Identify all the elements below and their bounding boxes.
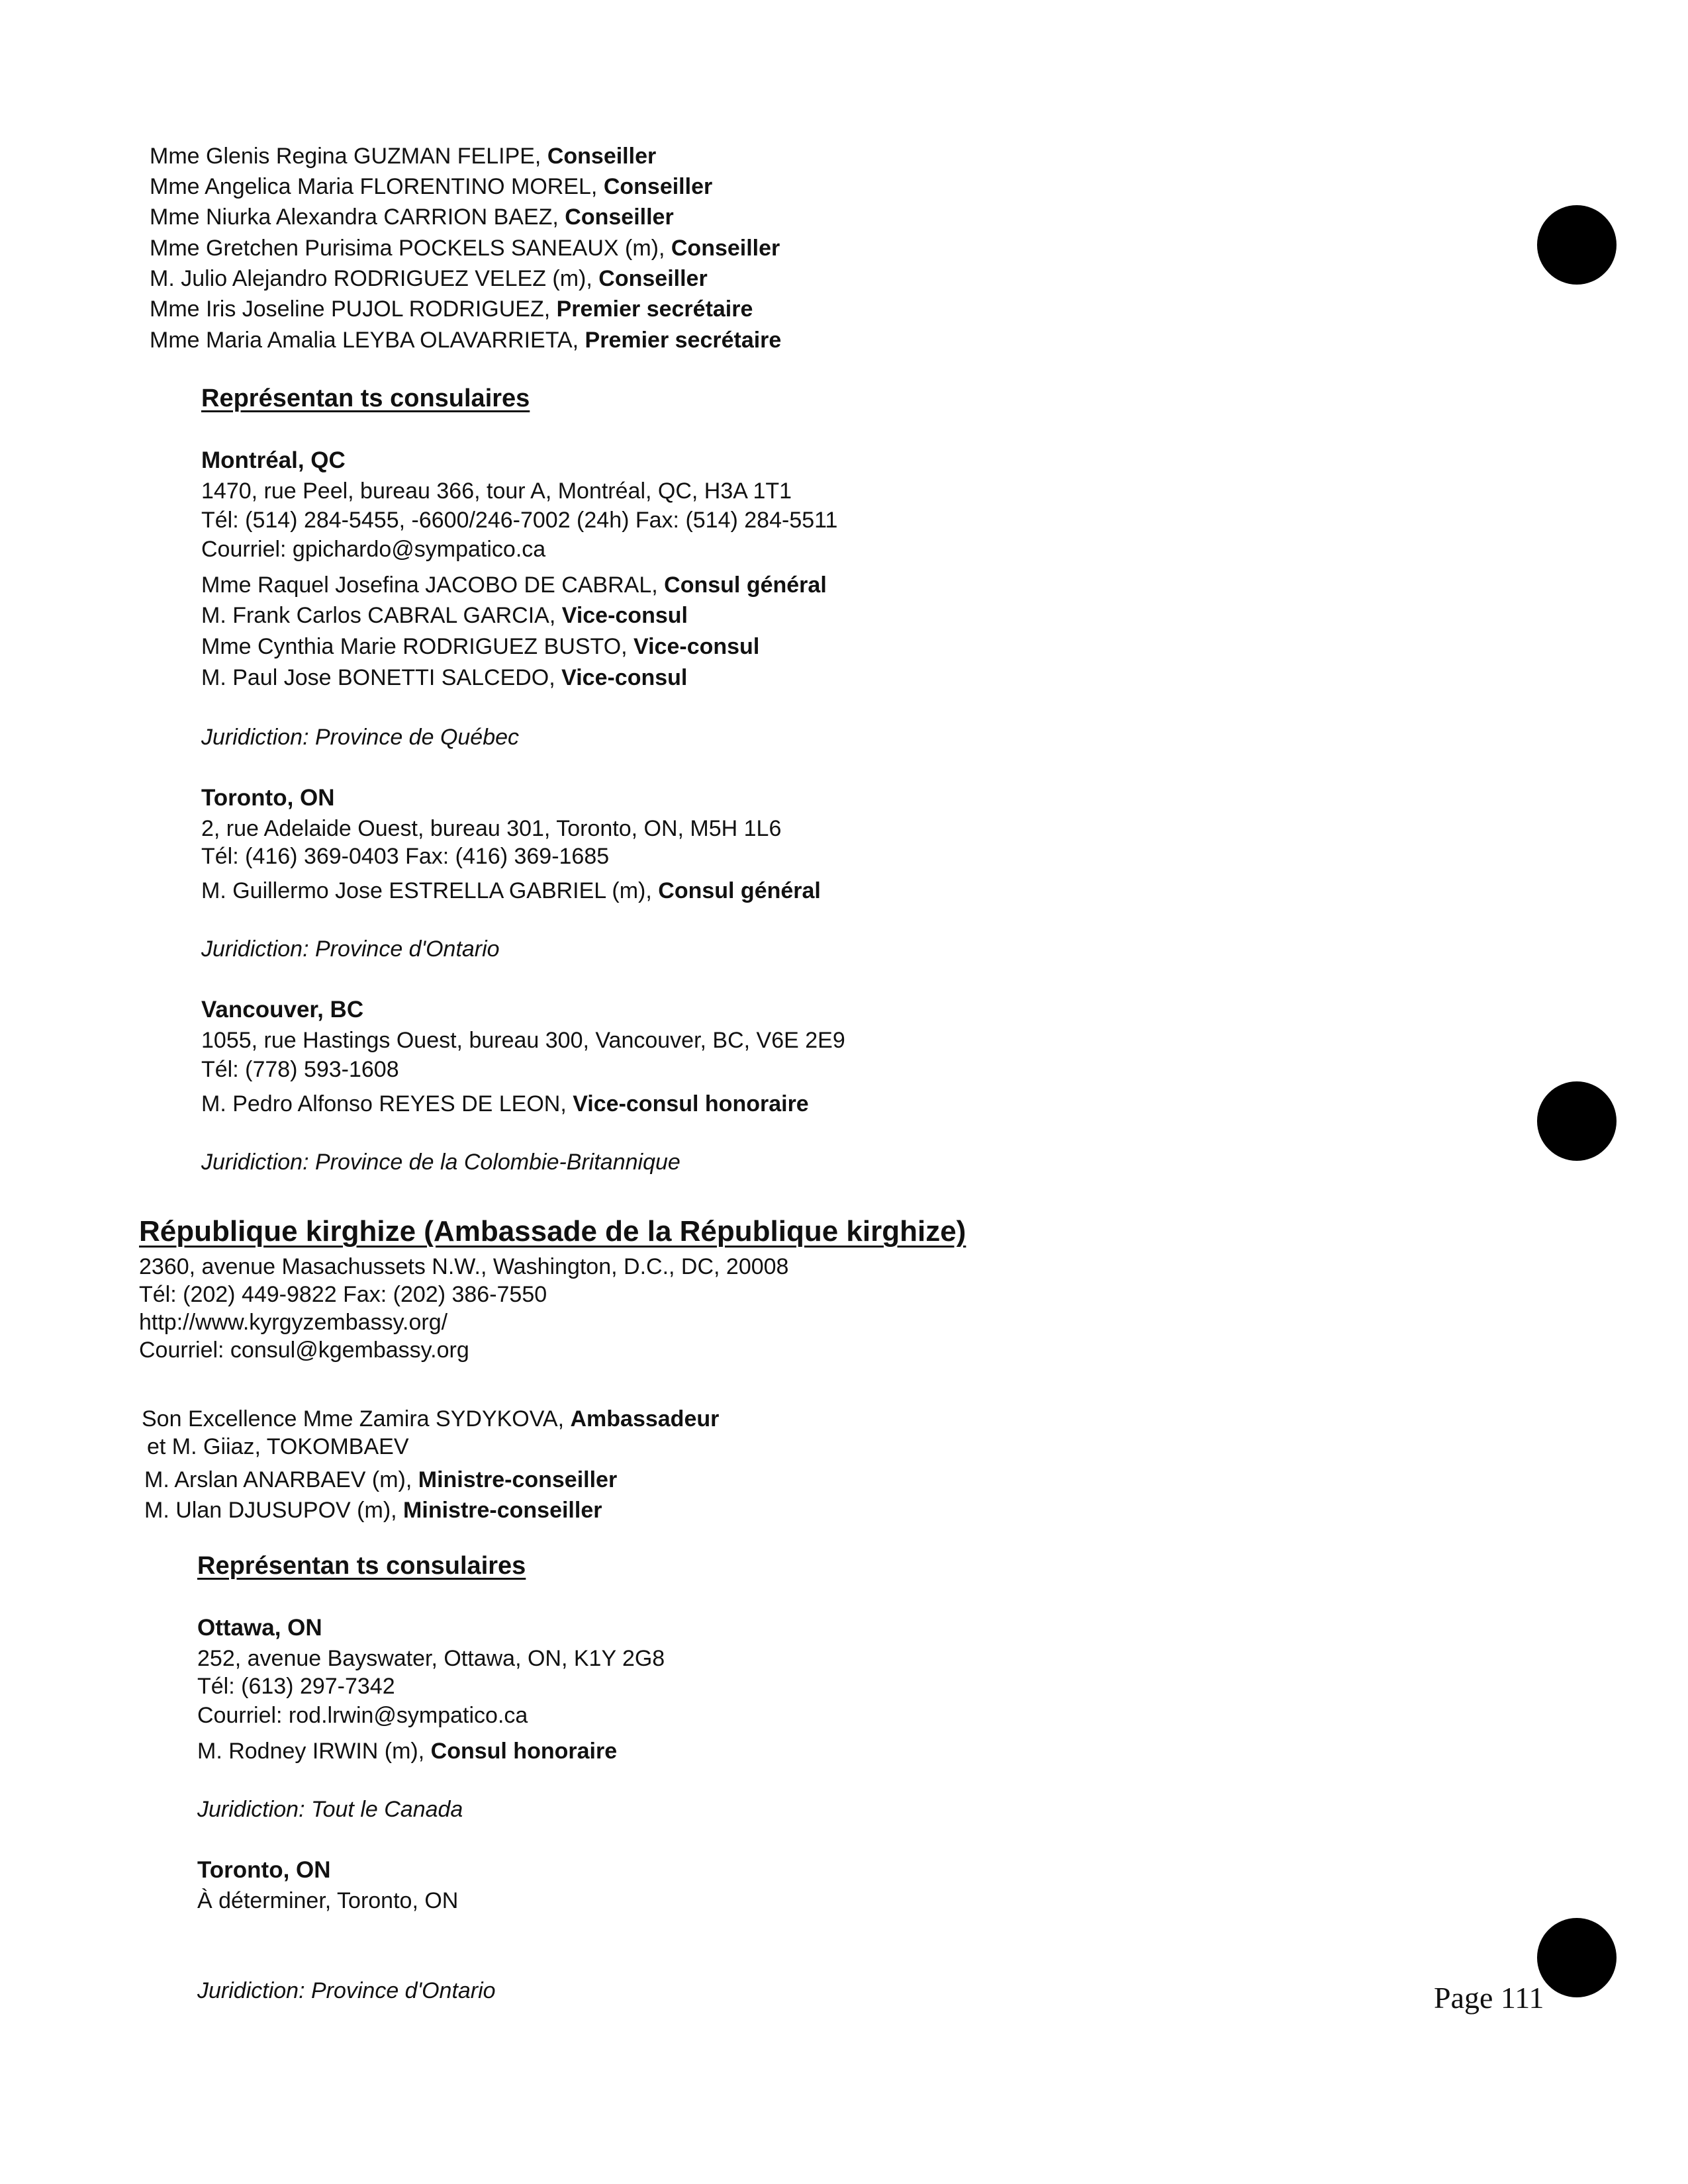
city-toronto: Toronto, ON — [197, 1857, 331, 1883]
staff-line: M. Julio Alejandro RODRIGUEZ VELEZ (m), Conseiller — [150, 266, 708, 291]
staff-line: Mme Maria Amalia LEYBA OLAVARRIETA, Premier secrétaire — [150, 328, 782, 353]
punch-hole-icon — [1537, 1918, 1617, 1997]
jurisdiction: Juridiction: Province de la Colombie-Britannique — [201, 1150, 680, 1175]
phone: Tél: (613) 297-7342 — [197, 1674, 395, 1699]
country-title: République kirghize (Ambassade de la République kirghize) — [139, 1215, 966, 1248]
phone: Tél: (514) 284-5455, -6600/246-7002 (24h) Fax: (514) 284-5511 — [201, 508, 838, 533]
phone: Tél: (778) 593-1608 — [201, 1057, 399, 1082]
staff-line: Mme Glenis Regina GUZMAN FELIPE, Conseiller — [150, 144, 657, 169]
jurisdiction: Juridiction: Province d'Ontario — [201, 936, 500, 962]
staff-line: M. Rodney IRWIN (m), Consul honoraire — [197, 1739, 618, 1764]
staff-line: Mme Cynthia Marie RODRIGUEZ BUSTO, Vice-consul — [201, 634, 760, 659]
consular-heading: Représentan ts consulaires — [201, 385, 530, 412]
city-vancouver: Vancouver, BC — [201, 997, 364, 1023]
consular-heading: Représentan ts consulaires — [197, 1552, 526, 1580]
email: Courriel: consul@kgembassy.org — [139, 1338, 469, 1363]
address: 1470, rue Peel, bureau 366, tour A, Montréal, QC, H3A 1T1 — [201, 478, 792, 504]
address: 2, rue Adelaide Ouest, bureau 301, Toronto, ON, M5H 1L6 — [201, 816, 782, 841]
staff-line: Mme Raquel Josefina JACOBO DE CABRAL, Consul général — [201, 572, 827, 598]
email: Courriel: gpichardo@sympatico.ca — [201, 537, 546, 562]
address: À déterminer, Toronto, ON — [197, 1888, 459, 1913]
city-montreal: Montréal, QC — [201, 447, 346, 473]
staff-line: M. Pedro Alfonso REYES DE LEON, Vice-consul honoraire — [201, 1091, 809, 1116]
jurisdiction: Juridiction: Tout le Canada — [197, 1797, 463, 1822]
website: http://www.kyrgyzembassy.org/ — [139, 1310, 448, 1335]
staff-line: Mme Gretchen Purisima POCKELS SANEAUX (m), Conseiller — [150, 236, 780, 261]
jurisdiction: Juridiction: Province de Québec — [201, 725, 520, 750]
punch-hole-icon — [1537, 1081, 1617, 1161]
jurisdiction: Juridiction: Province d'Ontario — [197, 1978, 496, 2003]
page-number: Page 111 — [1434, 1981, 1544, 2015]
ambassador-line: Son Excellence Mme Zamira SYDYKOVA, Ambassadeur — [142, 1406, 720, 1432]
staff-line: Mme Angelica Maria FLORENTINO MOREL, Conseiller — [150, 174, 713, 199]
spouse-line: et M. Giiaz, TOKOMBAEV — [147, 1434, 409, 1459]
punch-hole-icon — [1537, 205, 1617, 285]
staff-line: M. Guillermo Jose ESTRELLA GABRIEL (m), Consul général — [201, 878, 821, 903]
address: 2360, avenue Masachussets N.W., Washington, D.C., DC, 20008 — [139, 1254, 789, 1279]
staff-line: M. Arslan ANARBAEV (m), Ministre-conseiller — [144, 1467, 618, 1492]
staff-line: Mme Niurka Alexandra CARRION BAEZ, Conseiller — [150, 205, 674, 230]
email: Courriel: rod.lrwin@sympatico.ca — [197, 1703, 528, 1728]
phone: Tél: (202) 449-9822 Fax: (202) 386-7550 — [139, 1282, 547, 1307]
city-ottawa: Ottawa, ON — [197, 1615, 322, 1641]
staff-line: M. Frank Carlos CABRAL GARCIA, Vice-consul — [201, 603, 688, 628]
staff-line: M. Paul Jose BONETTI SALCEDO, Vice-consul — [201, 665, 688, 690]
address: 1055, rue Hastings Ouest, bureau 300, Vancouver, BC, V6E 2E9 — [201, 1028, 845, 1053]
staff-line: M. Ulan DJUSUPOV (m), Ministre-conseiller — [144, 1498, 602, 1523]
city-toronto: Toronto, ON — [201, 785, 335, 811]
staff-line: Mme Iris Joseline PUJOL RODRIGUEZ, Premier secrétaire — [150, 296, 753, 322]
address: 252, avenue Bayswater, Ottawa, ON, K1Y 2G8 — [197, 1646, 665, 1671]
phone: Tél: (416) 369-0403 Fax: (416) 369-1685 — [201, 844, 610, 869]
